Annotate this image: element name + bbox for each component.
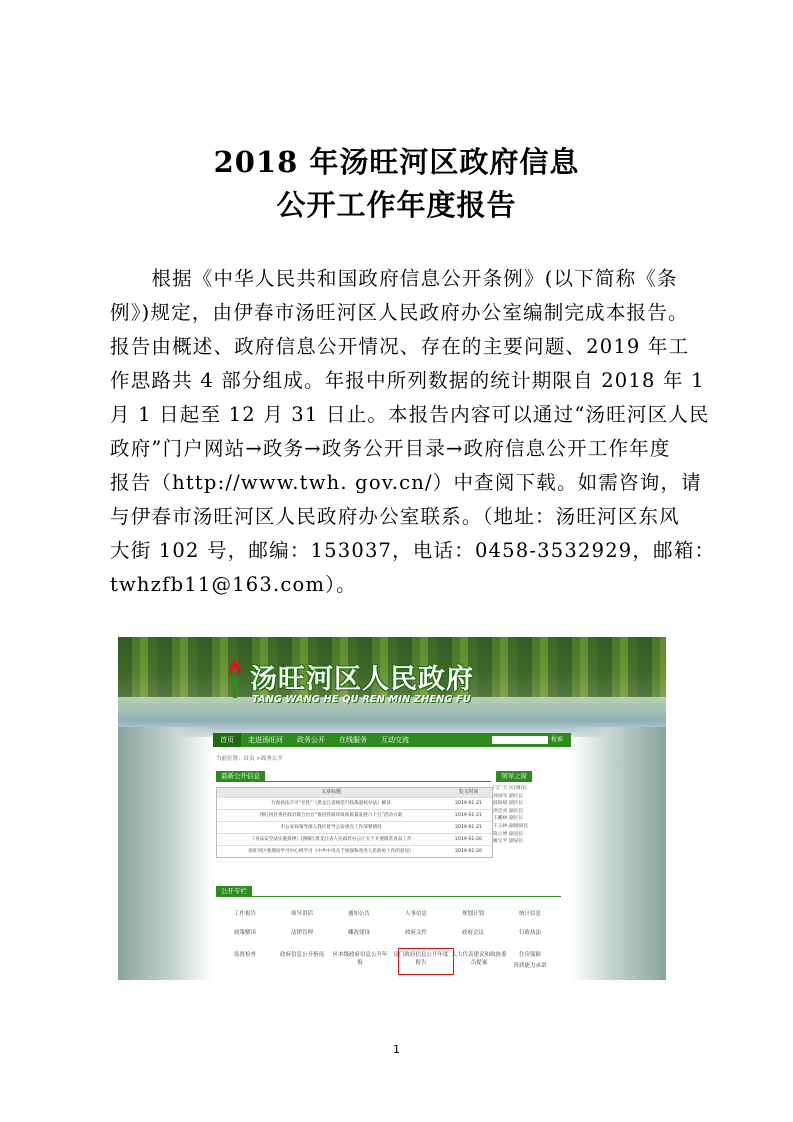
body-line: 大街 102 号，邮编：153037，电话：0458-3532929，邮箱：: [110, 539, 716, 562]
banner-fade-right: [571, 727, 666, 980]
body-line: 作思路共 4 部分组成。年报中所列数据的统计期限自 2018 年 1: [110, 369, 705, 392]
table-cell-title: 汤旺河区委区政府联合出台“推进营商环境高质量发展六个百”活动方案: [259, 813, 403, 818]
table-row: [217, 797, 492, 809]
nav-item: 政务公开: [297, 736, 325, 744]
leader-item: 王玉林 副调研员: [493, 823, 529, 829]
leader-item: 徐忠亮 副区长: [493, 808, 524, 814]
leader-item: 陈立坤 副县长: [493, 831, 524, 837]
divider: [216, 781, 491, 782]
column-item: 法律管理: [290, 930, 313, 936]
leader-item: 薛海斌 副区长: [493, 801, 524, 807]
column-item: 人大代表建议和政协委员提案: [451, 952, 507, 966]
column-item: 部门政府信息公开年度报告: [393, 952, 449, 966]
table-row: [217, 821, 492, 833]
torch-logo-icon: [224, 657, 246, 699]
table-cell-date: 2019-01-20: [455, 849, 482, 854]
nav-item: 在线服务: [339, 736, 367, 744]
table-row: [217, 833, 492, 845]
column-item: 行政执法: [518, 930, 541, 936]
leaders-list: [493, 785, 528, 846]
highlight-box: [398, 948, 454, 975]
divider: [216, 896, 561, 897]
table-row: [217, 845, 492, 857]
columns-header: 公开专栏: [216, 886, 252, 897]
table-cell-title: 汤旺河区委理论学习中心组学习《中共中央关于加强和改进人民政协工作的意见》: [248, 849, 414, 854]
document-title-line2: 公开工作年度报告: [276, 188, 517, 222]
website-screenshot-figure: [118, 637, 666, 980]
table-header-cell: 文章标题: [320, 789, 341, 795]
document-title-line1: 2018 年汤旺河区政府信息: [213, 145, 580, 179]
site-name: 汤旺河区人民政府: [250, 664, 474, 695]
page-number: 1: [393, 1043, 400, 1056]
column-item: 政策解读: [233, 930, 256, 936]
body-line: 例》)规定，由伊春市汤旺河区人民政府办公室编制完成本报告。: [110, 301, 689, 324]
column-item: 规划计划: [461, 911, 484, 917]
body-line: 与伊春市汤旺河区人民政府办公室联系。（地址：汤旺河区东风: [110, 505, 680, 528]
column-item: 统计信息: [518, 911, 541, 917]
table-cell-title: 《食品安全法实施条例》[图解] 黑龙江省人民政府办公厅关于开展散装食品工作: [250, 837, 412, 842]
column-item: 住房保障: [518, 952, 541, 958]
table-header: [217, 788, 492, 797]
column-item: 监督检查: [233, 952, 256, 958]
nav-item-home: 首页: [213, 733, 241, 747]
leader-item: 孙国军 副区长: [493, 793, 524, 799]
body-line: 政府”门户网站→政务→政务公开目录→政府信息公开工作年度: [110, 437, 671, 460]
column-item: 政府信息公开指南: [279, 952, 324, 958]
table-cell-title: 行政执法不可“任性”《黑龙江省规范行政裁量权办法》解读: [271, 801, 391, 806]
body-line: 根据《中华人民共和国政府信息公开条例》(以下简称《条: [110, 267, 678, 290]
column-item: 政府文件: [404, 930, 427, 936]
column-item: 工作报告: [233, 911, 256, 917]
breadcrumb: 当前位置：首页 >政务公开: [216, 756, 283, 762]
latest-info-header: 最新公开信息: [216, 771, 265, 782]
site-name-en: TANG WANG HE QU REN MIN ZHENG FU: [252, 694, 472, 705]
body-line: twhzfb11@163.com）。: [110, 573, 357, 596]
body-line: 报告由概述、政府信息公开情况、存在的主要问题、2019 年工: [110, 335, 690, 358]
leaders-header: 领导之窗: [496, 771, 532, 782]
banner-fade-left: [118, 727, 213, 980]
table-header-cell: 发文时间: [458, 789, 479, 795]
latest-info-table: [216, 787, 493, 858]
table-cell-date: 2019-01-21: [455, 825, 482, 830]
body-line: 报告（http://www.twh. gov.cn/）中查阅下载。如需咨询，请: [110, 471, 702, 494]
column-item: 政府会议: [461, 930, 484, 936]
column-item: 资质能力承诺: [513, 963, 547, 969]
leader-item: 门广丰 区(调)长: [493, 786, 528, 791]
column-item: 领导讲话: [290, 911, 313, 917]
column-item: 棚改建设: [347, 930, 370, 936]
body-line: 月 1 日起至 12 月 31 日止。本报告内容可以通过“汤旺河区人民: [110, 403, 710, 426]
nav-search-button: 检索: [551, 736, 564, 743]
column-item: 人事信息: [404, 911, 427, 917]
column-item: 通知公告: [347, 911, 370, 917]
nav-item: 互动交流: [381, 736, 409, 744]
nav-item: 走进汤旺河: [248, 736, 283, 744]
table-row: [217, 809, 492, 821]
table-cell-date: 2019-01-21: [455, 801, 482, 806]
column-item: 区本级政府信息公开年报: [332, 952, 388, 966]
table-cell-date: 2019-01-21: [455, 813, 482, 818]
table-cell-title: 市公安局领导深入我区督导公安重点工作部署情况: [280, 825, 382, 830]
leader-item: 姚宝平 副局长: [493, 839, 524, 845]
nav-search-box: [492, 736, 548, 744]
table-cell-date: 2019-01-20: [455, 837, 482, 842]
leader-item: 王鹏林 副区长: [493, 816, 524, 822]
